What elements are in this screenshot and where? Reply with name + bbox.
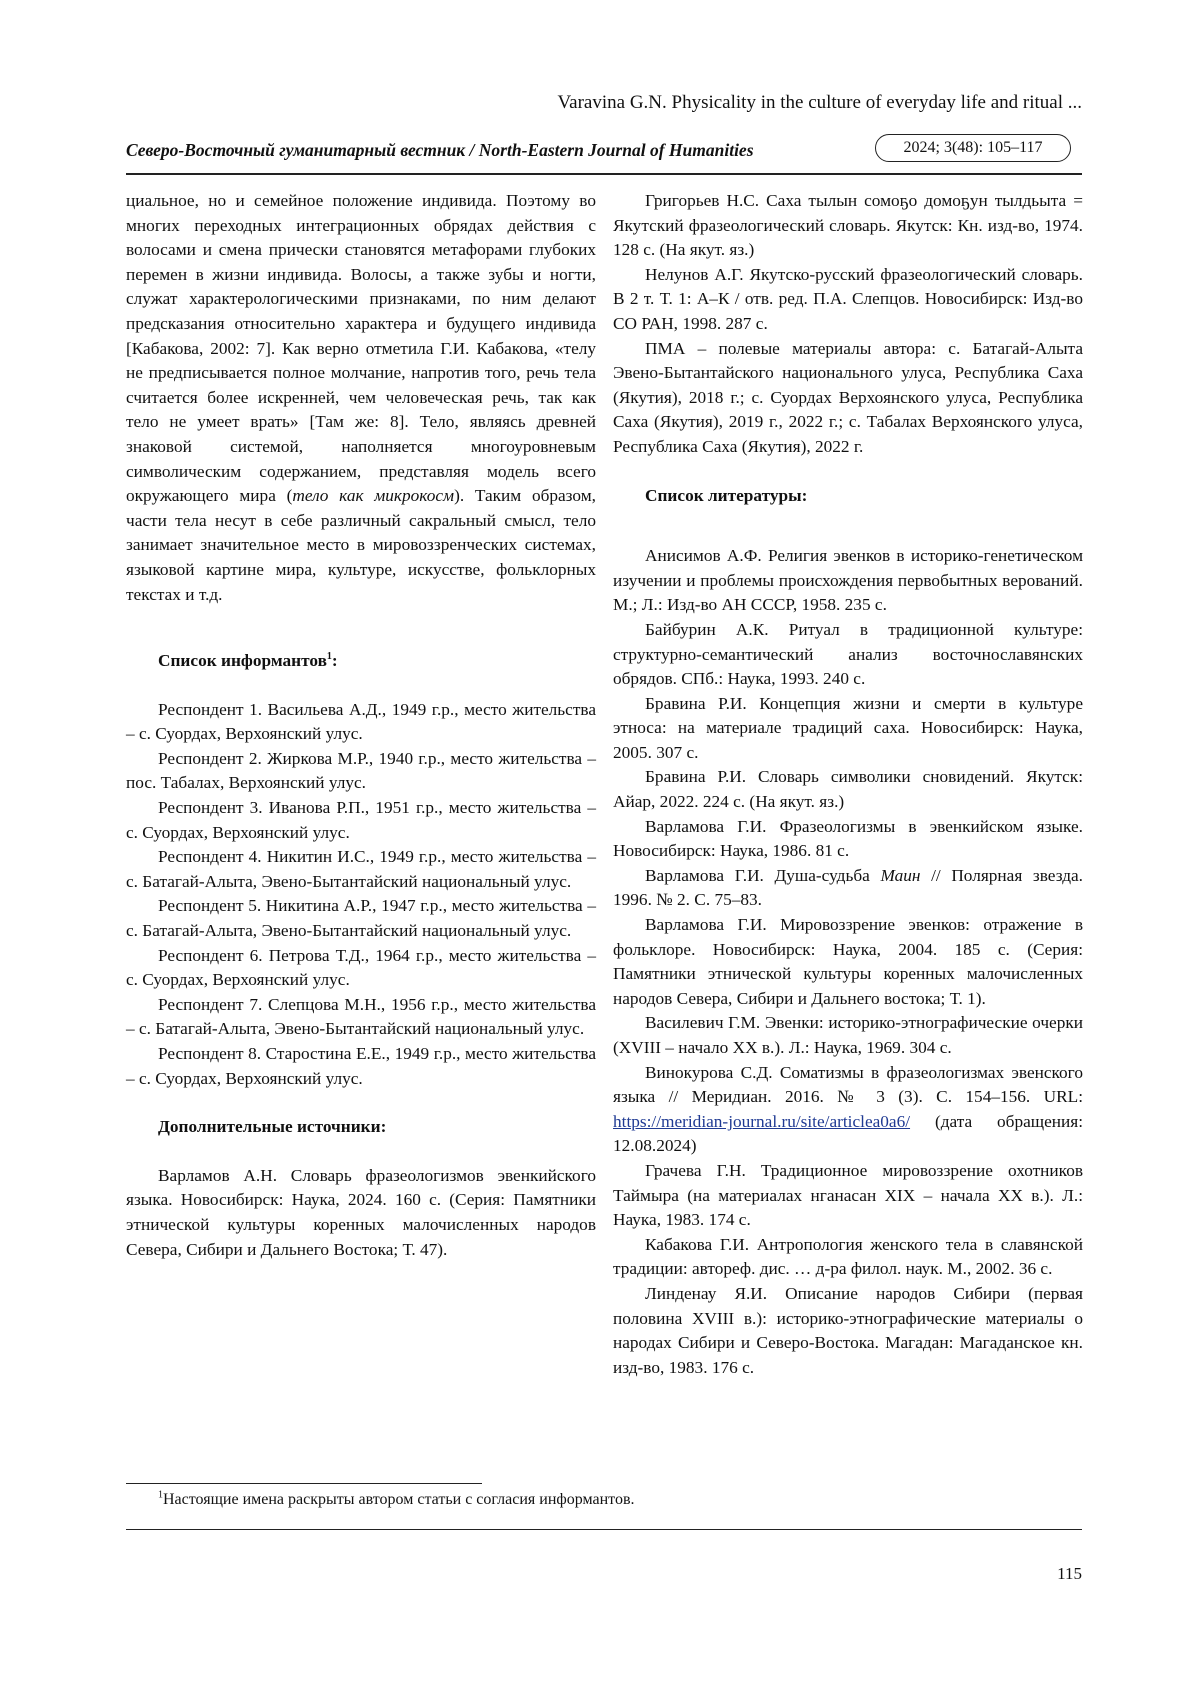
reference-item: Василевич Г.М. Эвенки: историко-этнографические очерки (XVIII – начало XX в.). Л.: Наука, 1969. 304 с. [613, 1013, 1083, 1057]
reference-item: Байбурин А.К. Ритуал в традиционной культуре: структурно-семантический анализ восточнославянских обрядов. СПб.: Наука, 1993. 240 с. [613, 619, 1083, 689]
footer-divider [126, 1529, 1082, 1530]
informants-heading [126, 649, 596, 674]
heading-text: Список информантов [158, 651, 327, 671]
reference-text: (дата обращения: 12.08.2024) [613, 1111, 1083, 1156]
source-item: ПМА – полевые материалы автора: с. Батагай-Алыта Эвено-Бытантайского национального улуса, Республика Саха (Якутия), 2018 г.; с. Суордах Верхоянского улуса, Республика Саха (Якутия), 2019 г., 2022 г.; с. Табалах Верхоянского улуса, Республика Саха (Якутия), 2022 г. [613, 338, 1083, 456]
source-item: Григорьев Н.С. Саха тылын сомоҕо домоҕун тылдьыта = Якутский фразеологический словарь. Якутск: Кн. изд-во, 1974. 128 с. (На якут. яз.) [613, 191, 1083, 260]
issue-badge: 2024; 3(48): 105–117 [875, 134, 1071, 162]
footnote-text: Настоящие имена раскрыты автором статьи с согласия информантов. [163, 1491, 635, 1508]
reference-item: Бравина Р.И. Концепция жизни и смерти в культуре этноса: на материале традиций саха. Новосибирск: Наука, 2005. 307 с. [613, 693, 1083, 762]
informant-item: Респондент 8. Старостина Е.Е., 1949 г.р., место жительства – с. Суордах, Верхоянский улус. [126, 1044, 596, 1088]
reference-italic: Маин [880, 865, 921, 885]
reference-text: // Полярная звезда. 1996. № 2. С. 75–83. [613, 865, 1083, 910]
informant-item: Респондент 2. Жиркова М.Р., 1940 г.р., место жительства – пос. Табалах, Верхоянский улус. [126, 748, 596, 793]
additional-sources-heading: Дополнительные источники: [158, 1117, 387, 1137]
reference-text: Винокурова С.Д. Соматизмы в фразеологизмах эвенского языка // Меридиан. 2016. № 3 (3). С. 154–156. URL: [613, 1062, 1083, 1107]
informant-item: Респондент 3. Иванова Р.П., 1951 г.р., место жительства – с. Суордах, Верхоянский улус. [126, 798, 596, 842]
body-text: ). Таким образом, части тела несут в себе различный сакральный смысл, тело занимает значительное место в мировоззренческих системах, языковой картине мира, культуре, искусстве, фольклорных текстах и т.д. [126, 486, 596, 604]
page-number: 115 [1057, 1564, 1082, 1583]
body-paragraph [126, 189, 596, 607]
reference-item: Линденау Я.И. Описание народов Сибири (первая половина XVIII в.): историко-этнографические материалы о народах Сибири и Северо-Востока. Магадан: Магаданское кн. изд-во, 1983. 176 с. [613, 1283, 1083, 1377]
running-title: Varavina G.N. Physicality in the culture of everyday life and ritual ... [557, 92, 1082, 113]
reference-item: Варламова Г.И. Мировоззрение эвенков: отражение в фольклоре. Новосибирск: Наука, 2004. 185 с. (Серия: Памятники этнической культуры коренных малочисленных народов Севера, Сибири и Дальнего востока; Т. 1). [613, 915, 1083, 1008]
informant-item: Респондент 7. Слепцова М.Н., 1956 г.р., место жительства – с. Батагай-Алыта, Эвено-Бытантайский национальный улус. [126, 994, 596, 1039]
informant-item: Респондент 4. Никитин И.С., 1949 г.р., место жительства – с. Батагай-Алыта, Эвено-Бытантайский национальный улус. [126, 847, 596, 891]
reference-item: Анисимов А.Ф. Религия эвенков в историко-генетическом изучении и проблемы происхождения первобытных верований. М.; Л.: Изд-во АН СССР, 1958. 235 с. [613, 546, 1083, 615]
informant-item: Респондент 1. Васильева А.Д., 1949 г.р., место жительства – с. Суордах, Верхоянский улус. [126, 699, 596, 744]
source-item: Варламов А.Н. Словарь фразеологизмов эвенкийского языка. Новосибирск: Наука, 2024. 160 с. (Серия: Памятники этнической культуры коренных малочисленных народов Севера, Сибири и Дальнего Востока; Т. 47). [126, 1165, 596, 1259]
reference-text: Варламова Г.И. Душа-судьба [645, 865, 881, 885]
reference-item [613, 1061, 1083, 1159]
reference-item: Кабакова Г.И. Антропология женского тела в славянской традиции: автореф. дис. … д-ра филол. наук. М., 2002. 36 с. [613, 1234, 1083, 1279]
reference-item [613, 864, 1083, 913]
right-column [613, 189, 1083, 1380]
body-text: циальное, но и семейное положение индивида. Поэтому во многих переходных интеграционных обрядах действия с волосами и смена прически становятся метафорами глубоких перемен в жизни индивида. Волосы, а также зубы и ногти, служат характерологическими признаками, по ним делают предсказания относительно характера и будущего индивида [Кабакова, 2002: 7]. Как верно отметила Г.И. Кабакова, «телу не предписывается полное молчание, напротив того, речь тела считается более искренней, чем человеческая речь, так как тело не умеет врать» [Там же: 8]. Тело, являясь древней знаковой системой, наполняется многоуровневым символическим содержанием, представляя модель всего окружающего мира ( [126, 191, 596, 506]
reference-item: Грачева Г.Н. Традиционное мировоззрение охотников Таймыра (на материалах нганасан XIX – начала XX в.). Л.: Наука, 1983. 174 с. [613, 1160, 1083, 1230]
body-italic: тело как микрокосм [292, 486, 455, 506]
informant-item: Респондент 5. Никитина А.Р., 1947 г.р., место жительства – с. Батагай-Алыта, Эвено-Бытантайский национальный улус. [126, 896, 596, 941]
footnote-mark: 1 [326, 651, 332, 663]
journal-title: Северо-Восточный гуманитарный вестник / North-Eastern Journal of Humanities [126, 140, 754, 160]
footnote-divider [126, 1483, 482, 1484]
reference-item: Варламова Г.И. Фразеологизмы в эвенкийском языке. Новосибирск: Наука, 1986. 81 с. [613, 816, 1083, 861]
literature-heading: Список литературы: [645, 485, 808, 505]
footnote [158, 1490, 635, 1510]
left-column [126, 189, 596, 1262]
reference-url-link[interactable]: https://meridian-journal.ru/site/articlea0a6/ [613, 1111, 911, 1131]
informant-item: Респондент 6. Петрова Т.Д., 1964 г.р., место жительства – с. Суордах, Верхоянский улус. [126, 945, 596, 990]
header-divider [126, 173, 1082, 175]
reference-item: Бравина Р.И. Словарь символики сновидений. Якутск: Айар, 2022. 224 с. (На якут. яз.) [613, 767, 1083, 812]
footnote-mark: 1 [158, 1489, 163, 1501]
heading-colon: : [331, 651, 338, 671]
source-item: Нелунов А.Г. Якутско-русский фразеологический словарь. В 2 т. Т. 1: А–К / отв. ред. П.А. Слепцов. Новосибирск: Изд-во СО РАН, 1998. 287 с. [613, 264, 1083, 333]
